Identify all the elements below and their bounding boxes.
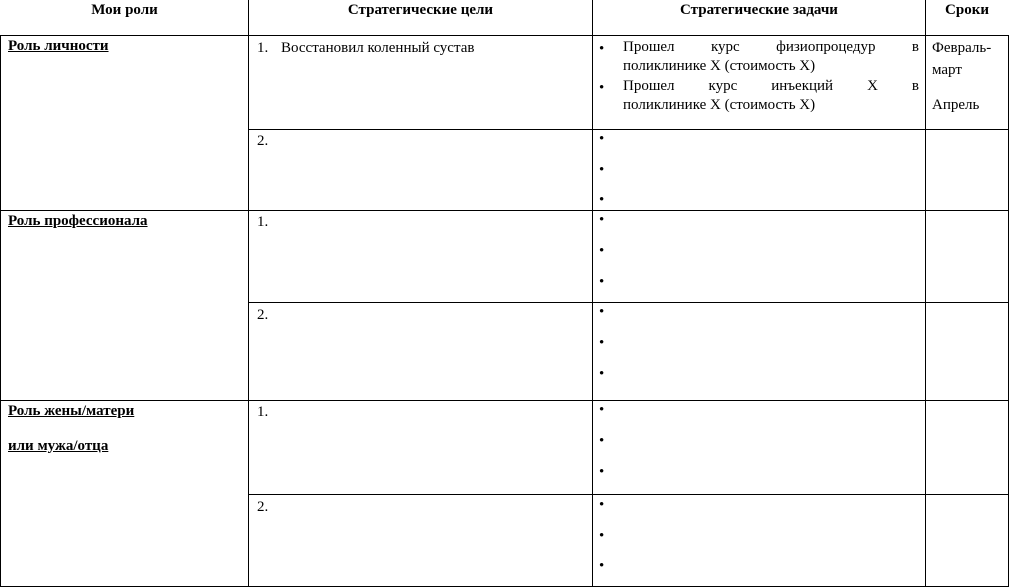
goal-number: 1. bbox=[257, 40, 269, 56]
rule-table-bottom bbox=[0, 586, 1009, 587]
rule-col-roles-right bbox=[248, 0, 249, 587]
task-physio bbox=[623, 38, 919, 76]
role-personal: Роль личности bbox=[8, 38, 109, 54]
task-physio-line1: Прошел курс физиопроцедур в bbox=[623, 39, 919, 55]
role-family-line2: или мужа/отца bbox=[8, 438, 109, 454]
rule-family-mid bbox=[249, 494, 1009, 495]
task-injections-line2: поликлинике Х (стоимость Х) bbox=[623, 97, 816, 113]
header-tasks: Стратегические задачи bbox=[680, 2, 838, 18]
rule-professional-mid bbox=[249, 302, 1009, 303]
task-bullet: • bbox=[599, 274, 605, 290]
rule-personal-bottom bbox=[0, 210, 1009, 211]
goal-number: 1. bbox=[257, 214, 269, 230]
rule-personal-mid bbox=[249, 129, 1009, 130]
rule-col-tasks-right bbox=[925, 0, 926, 587]
goal-number: 2. bbox=[257, 133, 269, 149]
task-bullet: • bbox=[599, 464, 605, 480]
task-bullet: • bbox=[599, 528, 605, 544]
task-bullet: • bbox=[599, 212, 605, 228]
rule-professional-bottom bbox=[0, 400, 1009, 401]
task-bullet: • bbox=[599, 433, 605, 449]
rule-col-goals-right bbox=[592, 0, 593, 587]
header-goals: Стратегические цели bbox=[347, 2, 494, 18]
task-bullet: • bbox=[599, 41, 605, 57]
rule-left-edge bbox=[0, 35, 1, 587]
task-bullet: • bbox=[599, 131, 605, 147]
task-bullet: • bbox=[599, 366, 605, 382]
goal-number: 2. bbox=[257, 499, 269, 515]
deadline-feb-line2: март bbox=[932, 62, 962, 78]
task-injections-line1: Прошел курс инъекций Х в bbox=[623, 78, 919, 94]
task-bullet: • bbox=[599, 402, 605, 418]
task-bullet: • bbox=[599, 558, 605, 574]
deadline-april: Апрель bbox=[932, 97, 980, 113]
task-bullet: • bbox=[599, 304, 605, 320]
task-bullet: • bbox=[599, 162, 605, 178]
task-bullet: • bbox=[599, 335, 605, 351]
task-bullet: • bbox=[599, 243, 605, 259]
deadline-feb-line1: Февраль- bbox=[932, 40, 992, 56]
task-bullet: • bbox=[599, 192, 605, 208]
goal-number: 2. bbox=[257, 307, 269, 323]
goal-number: 1. bbox=[257, 404, 269, 420]
task-bullet: • bbox=[599, 80, 605, 96]
role-family-line1: Роль жены/матери bbox=[8, 403, 135, 419]
rule-header-bottom bbox=[0, 35, 1009, 36]
task-injections bbox=[623, 77, 919, 115]
header-roles: Мои роли bbox=[91, 2, 158, 18]
task-bullet: • bbox=[599, 497, 605, 513]
task-physio-line2: поликлинике Х (стоимость Х) bbox=[623, 58, 816, 74]
role-professional: Роль профессионала bbox=[8, 213, 148, 229]
header-deadlines: Сроки bbox=[945, 2, 989, 18]
goal-personal-1-text: Восстановил коленный сустав bbox=[281, 40, 475, 56]
